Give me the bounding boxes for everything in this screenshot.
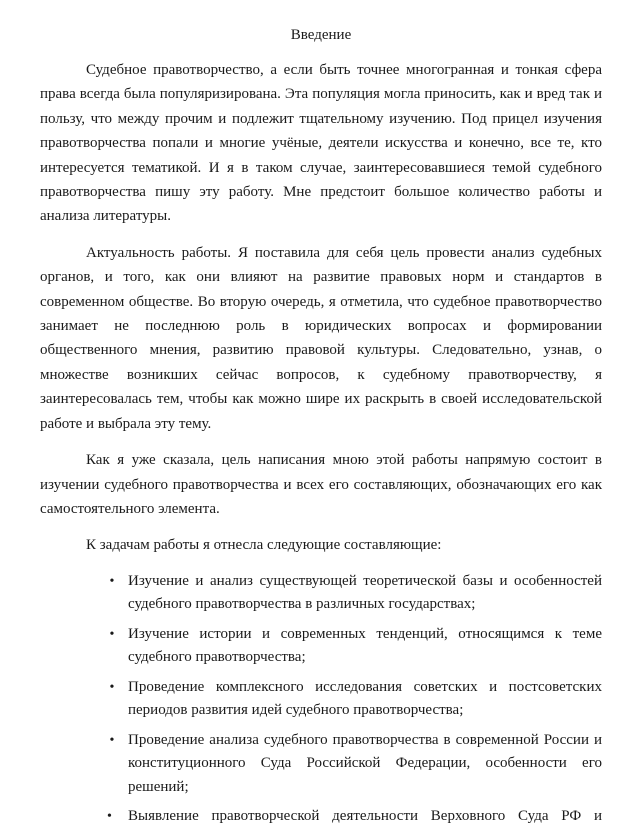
relevance-paragraph: Актуальность работы. Я поставила для себя цель провести анализ судебных органов, и того, как они влияют на развитие правовых норм и стандартов в современном обществе. Во вторую очередь, я отметила, что судебное правотворчество занимает не последнюю роль в юридических вопросах и формировании общественного мнения, развитию правовой культуры. Следовательно, узнав, о множестве возникших сейчас вопросов, к судебному правотворчеству, я заинтересовалась тем, чтобы как можно шире их раскрыть в своей исследовательской работе и выбрала эту тему. <box>40 244 602 432</box>
list-item-text: Проведение комплексного исследования советских и постсоветских периодов развития идей судебного правотворчества; <box>128 678 602 719</box>
intro-paragraph: Судебное правотворчество, а если быть точнее многогранная и тонкая сфера права всегда была популяризирована. Эта популяция могла приносить, как и вред так и пользу, что между прочим и подлежит тщательному изучению. Под прицел изучения правотворчества попали и многие учёные, деятели искусства и конечно, все те, кто интересуется тематикой. И я в таком случае, заинтересовавшиеся темой судебного правотворчества пишу эту работу. Мне предстоит большое количество работы и анализа литературы. <box>40 62 602 225</box>
bullet-icon: • <box>109 732 115 748</box>
list-item <box>40 570 602 617</box>
page-title: Введение <box>290 27 352 43</box>
document-page <box>40 24 602 835</box>
bullet-icon: • <box>109 573 115 589</box>
list-item <box>40 729 602 800</box>
bullet-icon: • <box>109 626 115 642</box>
bullet-icon: • <box>107 809 112 825</box>
tasks-intro-paragraph: К задачам работы я отнесла следующие составляющие: <box>86 537 442 554</box>
list-item-text: Изучение и анализ существующей теоретической базы и особенностей судебного правотворчества в различных государствах; <box>128 572 602 613</box>
tasks-list <box>40 570 602 829</box>
bullet-icon: • <box>109 679 115 695</box>
goal-paragraph: Как я уже сказала, цель написания мною этой работы напрямую состоит в изучении судебного правотворчества и всех его составляющих, обозначающих его как самостоятельного элемента. <box>40 452 602 517</box>
list-item <box>40 623 602 670</box>
list-item-text: Выявление правотворческой деятельности Верховного Суда РФ и <box>128 808 602 825</box>
list-item <box>40 676 602 723</box>
list-item-text: Изучение истории и современных тенденций, относящимся к теме судебного правотворчества; <box>128 625 602 666</box>
list-item <box>40 805 602 829</box>
list-item-text: Проведение анализа судебного правотворчества в современной России и конституционного Суда Российской Федерации, особенности его решений; <box>128 731 602 795</box>
